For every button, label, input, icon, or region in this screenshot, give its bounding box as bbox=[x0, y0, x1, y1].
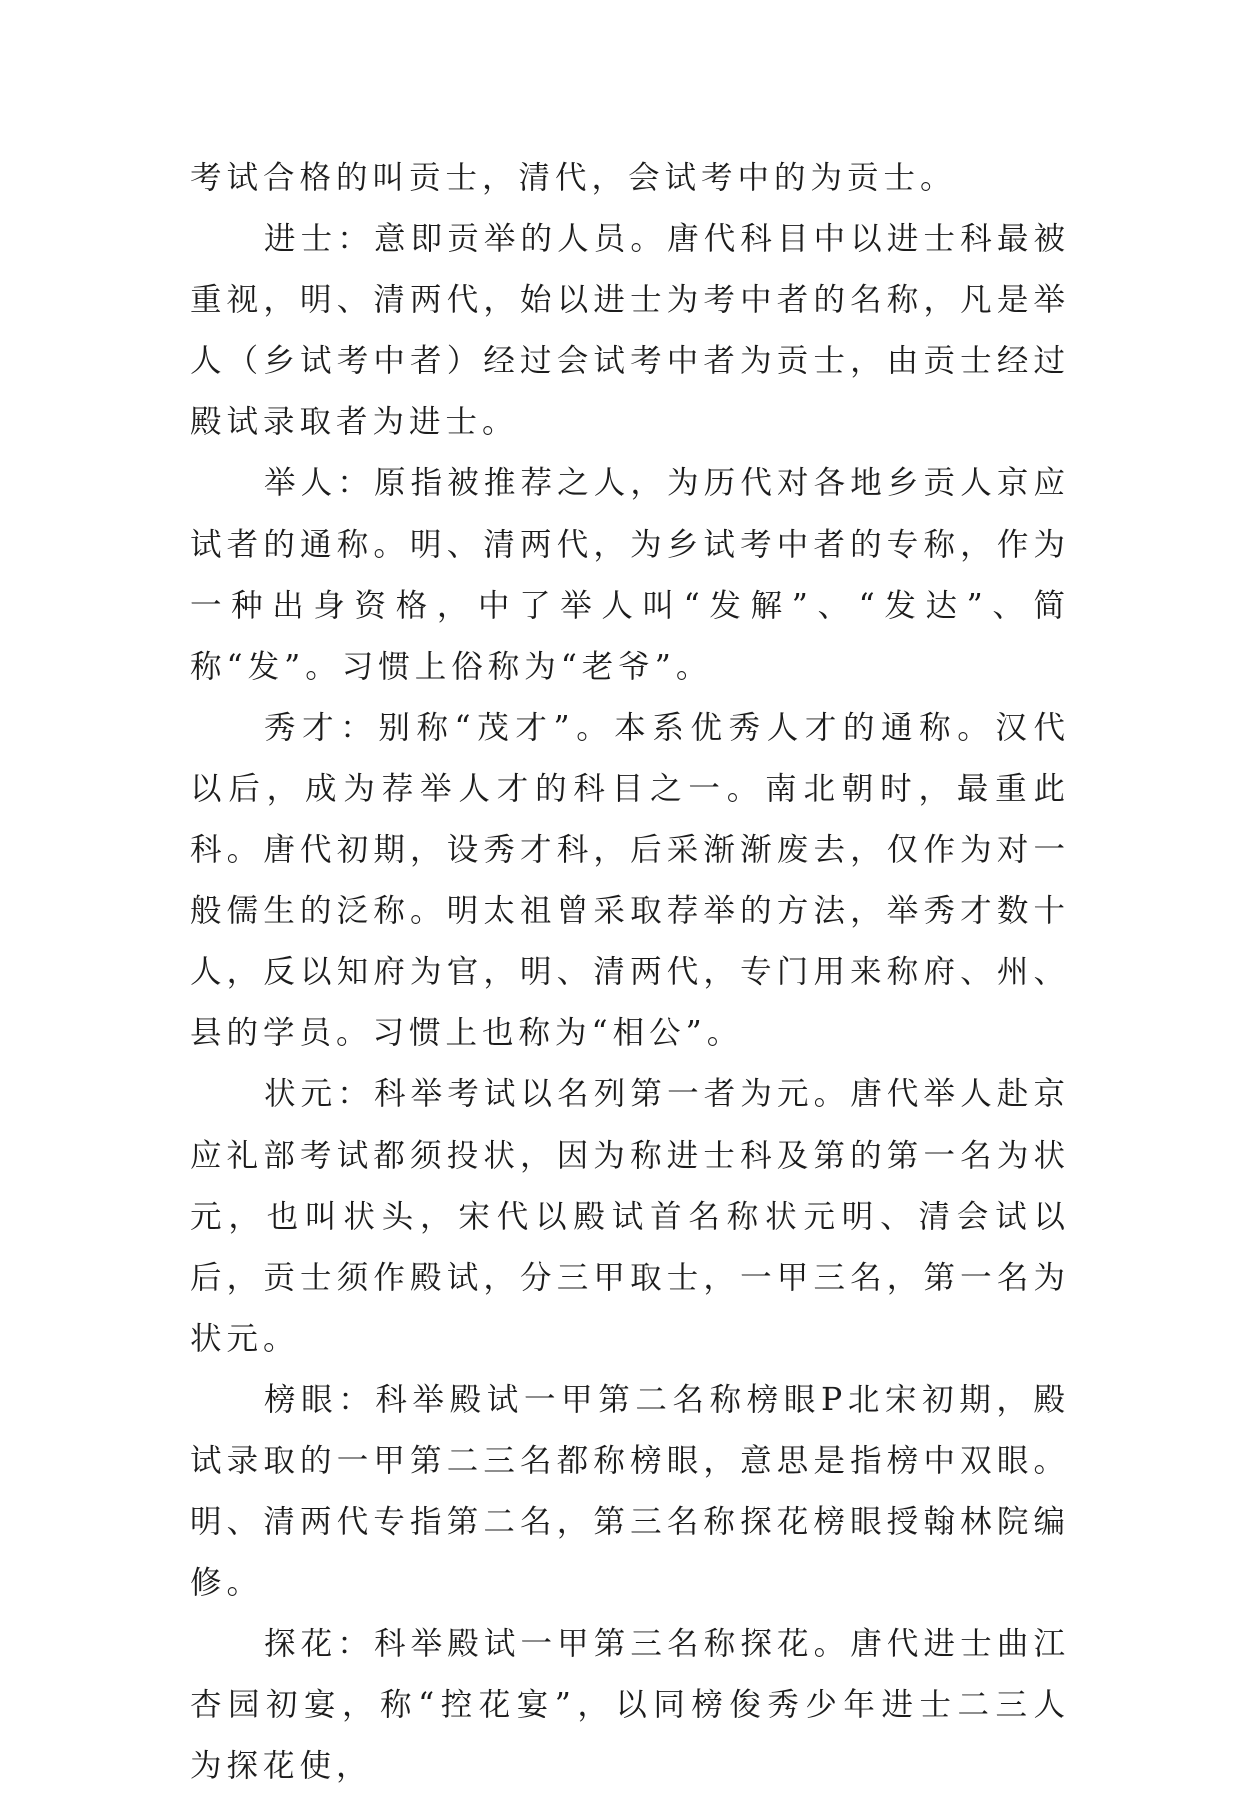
paragraph-jinshi: 进士：意即贡举的人员。唐代科目中以进士科最被重视，明、清两代，始以进士为考中者的名称，凡是举人（乡试考中者）经过会试考中者为贡士，由贡士经过殿试录取者为进士。 bbox=[190, 221, 1070, 441]
paragraph-juren: 举人：原指被推荐之人，为历代对各地乡贡人京应试者的通称。明、清两代，为乡试考中者的专称，作为一种出身资格，中了举人叫“发解”、“发达”、简称“发”。习惯上俗称为“老爷”。 bbox=[190, 465, 1070, 685]
document-body bbox=[190, 148, 1070, 1798]
paragraph-xiucai: 秀才：别称“茂才”。本系优秀人才的通称。汉代以后，成为荐举人才的科目之一。南北朝时，最重此科。唐代初期，设秀才科，后采渐渐废去，仅作为对一般儒生的泛称。明太祖曾采取荐举的方法，举秀才数十人，反以知府为官，明、清两代，专门用来称府、州、县的学员。习惯上也称为“相公”。 bbox=[190, 709, 1070, 1052]
paragraph-zhuangyuan: 状元：科举考试以名列第一者为元。唐代举人赴京应礼部考试都须投状，因为称进士科及第的第一名为状元，也叫状头，宋代以殿试首名称状元明、清会试以后，贡士须作殿试，分三甲取士，一甲三名，第一名为状元。 bbox=[190, 1076, 1070, 1357]
paragraph-bangyan: 榜眼：科举殿试一甲第二名称榜眼P北宋初期，殿试录取的一甲第二三名都称榜眼，意思是指榜中双眼。明、清两代专指第二名，第三名称探花榜眼授翰林院编修。 bbox=[190, 1381, 1070, 1602]
paragraph-tanhua: 探花：科举殿试一甲第三名称探花。唐代进士曲江杏园初宴，称“控花宴”，以同榜俊秀少年进士二三人为探花使， bbox=[190, 1626, 1070, 1785]
paragraph-continuation: 考试合格的叫贡士，清代，会试考中的为贡士。 bbox=[190, 160, 957, 196]
